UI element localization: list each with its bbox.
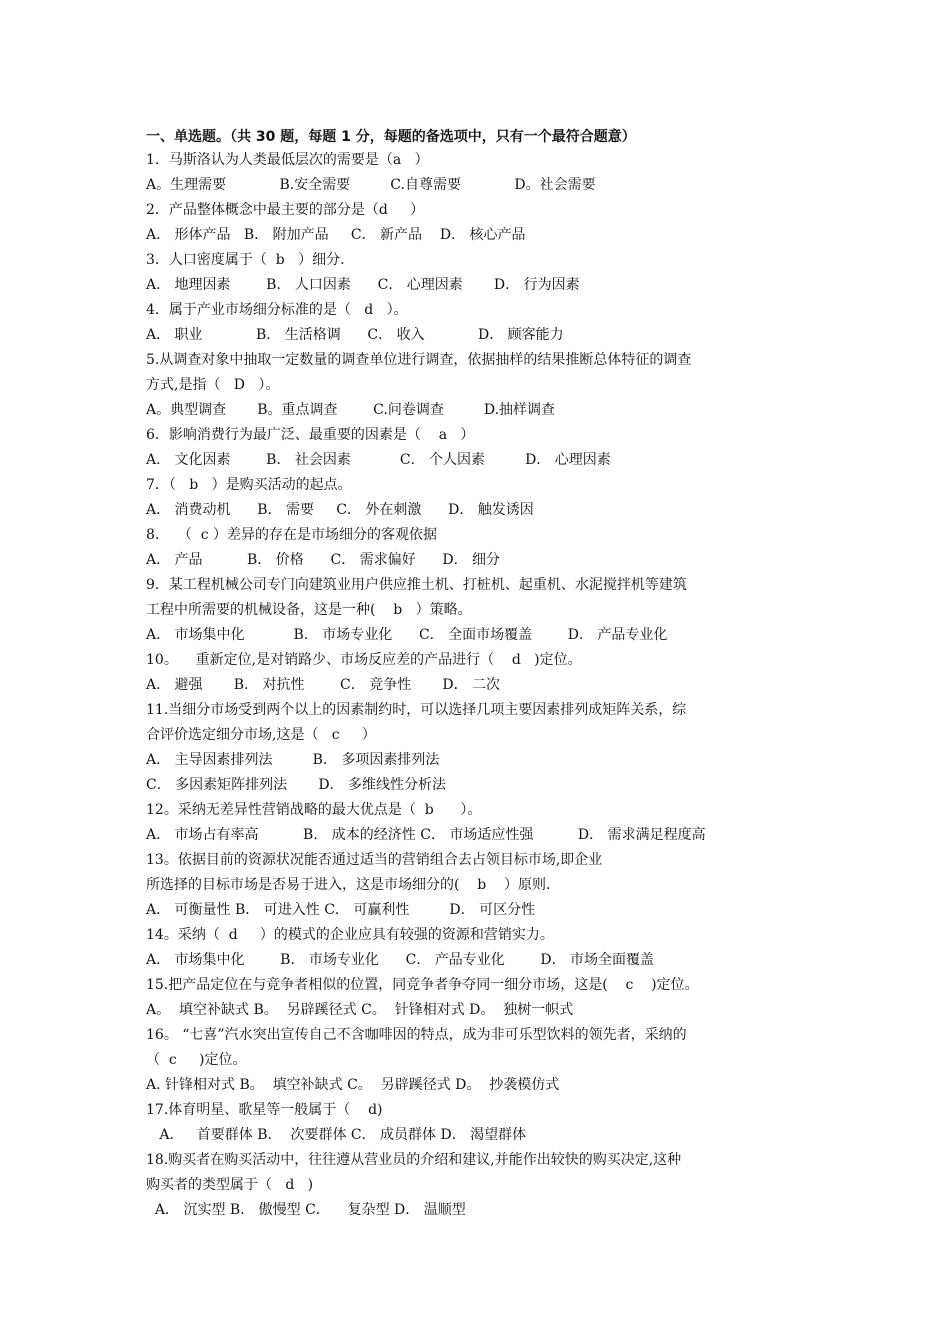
- options-line: A． 文化因素 B． 社会因素 C． 个人因素 D． 心理因素: [146, 452, 611, 468]
- question-line: 16。 “七喜”汽水突出宣传自己不含咖啡因的特点，成为非可乐型饮料的领先者，采纳的: [146, 1027, 687, 1043]
- question-line: 13。依据目前的资源状况能否通过适当的营销组合去占领目标市场,即企业: [146, 852, 603, 868]
- question-line: 5.从调查对象中抽取一定数量的调查单位进行调查，依据抽样的结果推断总体特征的调查: [146, 352, 692, 368]
- question-line: 方式,是指（ D ）。: [146, 377, 280, 393]
- question-line: 7．（ b ）是购买活动的起点。: [146, 477, 352, 493]
- question-line: 12。采纳无差异性营销战略的最大优点是（ b ）。: [146, 802, 482, 818]
- question-line: 9．某工程机械公司专门向建筑业用户供应推土机、打桩机、起重机、水泥搅拌机等建筑: [146, 577, 687, 593]
- options-line: A． 可衡量性 B． 可进入性 C． 可赢利性 D． 可区分性: [146, 902, 536, 918]
- options-line: A。典型调查 B。重点调查 C.问卷调查 D.抽样调查: [146, 402, 556, 418]
- exam-content: [146, 126, 826, 1223]
- options-line: A． 地理因素 B． 人口因素 C． 心理因素 D． 行为因素: [146, 277, 580, 293]
- question-line: 11.当细分市场受到两个以上的因素制约时，可以选择几项主要因素排列成矩阵关系，综: [146, 702, 687, 718]
- question-line: 6．影响消费行为最广泛、最重要的因素是（ a ）: [146, 427, 475, 443]
- question-line: 4．属于产业市场细分标准的是（ d ）。: [146, 302, 408, 318]
- options-line: A． 市场集中化 B． 市场专业化 C． 产品专业化 D． 市场全面覆盖: [146, 952, 655, 968]
- options-line: A. 针锋相对式 B。 填空补缺式 C。 另辟蹊径式 D。 抄袭模仿式: [146, 1077, 560, 1093]
- question-line: 10。 重新定位,是对销路少、市场反应差的产品进行（ d )定位。: [146, 652, 582, 668]
- question-list: [146, 148, 826, 1223]
- options-line: A． 市场集中化 B． 市场专业化 C． 全面市场覆盖 D． 产品专业化: [146, 627, 668, 643]
- question-line: 2．产品整体概念中最主要的部分是（d ）: [146, 202, 425, 218]
- options-line: A． 避强 B． 对抗性 C． 竞争性 D． 二次: [146, 677, 501, 693]
- question-line: 工程中所需要的机械设备，这是一种( b ）策略。: [146, 602, 472, 618]
- question-line: 15.把产品定位在与竞争者相似的位置，同竞争者争夺同一细分市场，这是( c )定位。: [146, 977, 699, 993]
- options-line: A． 首要群体 B． 次要群体 C． 成员群体 D． 渴望群体: [146, 1127, 527, 1143]
- question-line: 3．人口密度属于（ b ）细分.: [146, 252, 345, 268]
- question-line: 8． （ c ）差异的存在是市场细分的客观依据: [146, 527, 437, 543]
- options-line: A． 形体产品 B． 附加产品 C． 新产品 D． 核心产品: [146, 227, 526, 243]
- question-line: 所选择的目标市场是否易于进入，这是市场细分的( b ）原则.: [146, 877, 551, 893]
- question-line: 1．马斯洛认为人类最低层次的需要是（a ）: [146, 152, 429, 168]
- question-line: （ c )定位。: [146, 1052, 247, 1068]
- section-heading: 一、单选题。（共 30 题，每题 1 分，每题的备选项中，只有一个最符合题意）: [146, 129, 636, 145]
- options-line: A。 填空补缺式 B。 另辟蹊径式 C。 针锋相对式 D。 独树一帜式: [146, 1002, 574, 1018]
- options-line: C． 多因素矩阵排列法 D． 多维线性分析法: [146, 777, 446, 793]
- options-line: A。生理需要 B.安全需要 C.自尊需要 D。社会需要: [146, 177, 596, 193]
- options-line: A． 消费动机 B． 需要 C． 外在刺激 D． 触发诱因: [146, 502, 534, 518]
- question-line: 14。采纳（ d ）的模式的企业应具有较强的资源和营销实力。: [146, 927, 554, 943]
- options-line: A． 职业 B． 生活格调 C． 收入 D． 顾客能力: [146, 327, 564, 343]
- question-line: 17.体育明星、歌星等一般属于（ d): [146, 1102, 383, 1118]
- options-line: A． 产品 B． 价格 C． 需求偏好 D． 细分: [146, 552, 501, 568]
- question-line: 合评价选定细分市场,这是（ c ）: [146, 727, 376, 743]
- options-line: A． 主导因素排列法 B． 多项因素排列法: [146, 752, 440, 768]
- options-line: A． 沉实型 B． 傲慢型 C． 复杂型 D． 温顺型: [146, 1202, 466, 1218]
- question-line: 购买者的类型属于（ d ): [146, 1177, 314, 1193]
- options-line: A． 市场占有率高 B． 成本的经济性 C． 市场适应性强 D． 需求满足程度高: [146, 827, 706, 843]
- question-line: 18.购买者在购买活动中，往往遵从营业员的介绍和建议,并能作出较快的购买决定,这种: [146, 1152, 682, 1168]
